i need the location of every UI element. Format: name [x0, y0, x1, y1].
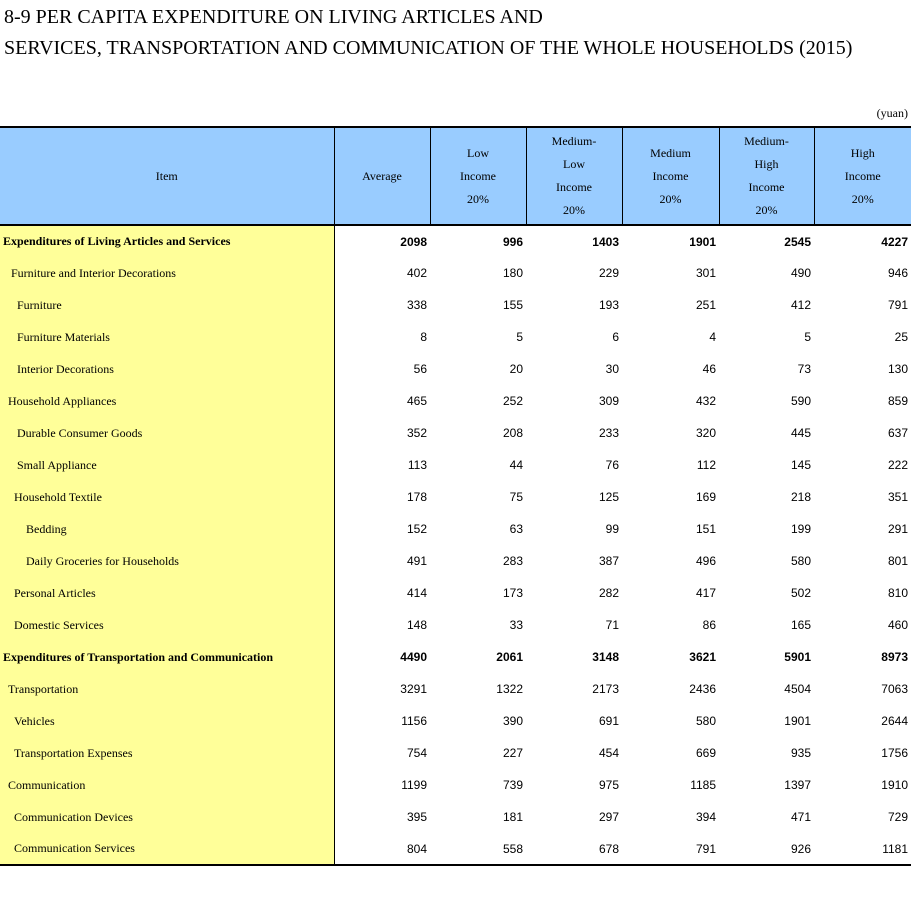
cell-high-income: 946 — [887, 266, 908, 280]
table-row — [0, 289, 911, 321]
cell-high-income: 810 — [887, 586, 908, 600]
cell-medium-low-income: 678 — [526, 833, 622, 865]
cell-low-income: 996 — [502, 234, 523, 249]
table-row — [0, 609, 911, 641]
cell-medium-income: 417 — [695, 586, 716, 600]
cell-low-income: 20 — [509, 362, 523, 376]
row-label: Furniture Materials — [0, 321, 334, 353]
cell-medium-low-income: 193 — [598, 298, 619, 312]
cell-medium-low-income: 229 — [598, 266, 619, 280]
cell-low-income: 173 — [502, 586, 523, 600]
cell-low-income: 2061 — [496, 650, 523, 664]
row-label: Personal Articles — [0, 577, 334, 609]
cell-average: 491 — [406, 554, 427, 568]
cell-average: 338 — [406, 298, 427, 312]
cell-medium-income: 4 — [709, 330, 716, 344]
cell-medium-low-income: 387 — [598, 554, 619, 568]
cell-low-income: 227 — [502, 746, 523, 760]
cell-medium-high-income: 199 — [790, 522, 811, 536]
header-line: 20% — [563, 203, 585, 217]
header-line: Low — [563, 157, 585, 171]
row-label: Household Textile — [0, 481, 334, 513]
row-label: Interior Decorations — [0, 353, 334, 385]
cell-medium-income: 2436 — [689, 682, 716, 696]
row-label: Communication Devices — [0, 801, 334, 833]
cell-low-income: 75 — [509, 490, 523, 504]
cell-medium-high-income: 1901 — [784, 714, 811, 728]
unit-label: (yuan) — [876, 106, 908, 120]
cell-low-income: 155 — [502, 298, 523, 312]
cell-medium-high-income: 935 — [790, 746, 811, 760]
header-line: Income — [652, 168, 689, 183]
cell-high-income: 291 — [887, 522, 908, 536]
cell-high-income: 25 — [894, 330, 908, 344]
cell-medium-low-income: 233 — [598, 426, 619, 440]
table-row — [0, 673, 911, 705]
cell-average: 395 — [406, 810, 427, 824]
cell-medium-high-income: 5 — [804, 330, 811, 344]
table-row — [0, 225, 911, 257]
cell-high-income: 222 — [887, 458, 908, 472]
header-line: Medium- — [744, 134, 789, 148]
cell-medium-high-income: 502 — [790, 586, 811, 600]
cell-high-income: 859 — [887, 394, 908, 408]
cell-high-income: 1910 — [881, 778, 908, 792]
cell-medium-low-income: 282 — [598, 586, 619, 600]
cell-average: 178 — [406, 490, 427, 504]
cell-average: 152 — [406, 522, 427, 536]
cell-high-income: 791 — [887, 298, 908, 312]
cell-medium-low-income: 30 — [605, 362, 619, 376]
cell-high-income: 460 — [887, 618, 908, 632]
cell-low-income: 1322 — [496, 682, 523, 696]
header-line: Income — [748, 180, 785, 194]
row-label: Small Appliance — [0, 449, 334, 481]
cell-average: 3291 — [400, 682, 427, 696]
cell-medium-high-income: 145 — [790, 458, 811, 472]
cell-average: 1156 — [401, 714, 427, 728]
table-row — [0, 769, 911, 801]
row-label: Communication — [0, 769, 334, 801]
row-label: Transportation — [0, 673, 334, 705]
row-label: Furniture and Interior Decorations — [0, 257, 334, 289]
header-line: Low — [467, 145, 489, 160]
cell-average: 2098 — [400, 234, 427, 249]
cell-low-income: 283 — [502, 554, 523, 568]
cell-high-income: 351 — [887, 490, 908, 504]
cell-high-income: 8973 — [881, 650, 908, 664]
cell-medium-income: 1901 — [689, 234, 716, 249]
table-row — [0, 513, 911, 545]
cell-medium-low-income: 99 — [605, 522, 619, 536]
cell-medium-income: 151 — [695, 522, 716, 536]
cell-medium-low-income: 975 — [598, 778, 619, 792]
table-row — [0, 833, 911, 865]
page-title-line-1: 8-9 PER CAPITA EXPENDITURE ON LIVING ARTICLES AND — [4, 6, 543, 28]
cell-average: 754 — [406, 746, 427, 760]
col-header-medium-income — [622, 127, 719, 225]
header-line: 20% — [467, 191, 489, 206]
cell-average: 402 — [406, 266, 427, 280]
row-label: Domestic Services — [0, 609, 334, 641]
cell-high-income: 130 — [887, 362, 908, 376]
cell-average: 1199 — [401, 778, 427, 792]
cell-medium-high-income: 471 — [790, 810, 811, 824]
cell-low-income: 390 — [502, 714, 523, 728]
cell-medium-income: 301 — [695, 266, 716, 280]
table-row — [0, 641, 911, 673]
row-label: Bedding — [0, 513, 334, 545]
header-line: High — [850, 145, 875, 160]
cell-low-income: 252 — [502, 394, 523, 408]
cell-high-income: 801 — [887, 554, 908, 568]
cell-medium-income: 791 — [622, 833, 719, 865]
header-line: 20% — [755, 203, 778, 217]
cell-average: 352 — [406, 426, 427, 440]
cell-medium-high-income: 490 — [790, 266, 811, 280]
cell-medium-high-income: 590 — [790, 394, 811, 408]
table-row — [0, 353, 911, 385]
cell-high-income: 1756 — [881, 746, 908, 760]
header-line: Income — [460, 168, 496, 183]
row-label: Household Appliances — [0, 385, 334, 417]
cell-low-income: 181 — [502, 810, 523, 824]
cell-medium-high-income: 2545 — [784, 234, 811, 249]
cell-medium-income: 394 — [695, 810, 716, 824]
table-row — [0, 257, 911, 289]
cell-medium-income: 169 — [695, 490, 716, 504]
cell-medium-income: 112 — [696, 458, 716, 472]
cell-medium-high-income: 4504 — [784, 682, 811, 696]
cell-average: 56 — [413, 362, 427, 376]
cell-high-income: 7063 — [881, 682, 908, 696]
cell-medium-high-income: 218 — [790, 490, 811, 504]
table-row — [0, 481, 911, 513]
header-line: 20% — [851, 191, 874, 206]
cell-low-income: 63 — [509, 522, 523, 536]
cell-medium-income: 3621 — [689, 650, 716, 664]
cell-medium-income: 251 — [695, 298, 716, 312]
header-line: 20% — [659, 191, 682, 206]
cell-medium-high-income: 73 — [797, 362, 811, 376]
cell-medium-high-income: 1397 — [784, 778, 811, 792]
cell-average: 465 — [406, 394, 427, 408]
cell-medium-income: 580 — [695, 714, 716, 728]
cell-medium-low-income: 691 — [598, 714, 619, 728]
cell-medium-income: 669 — [695, 746, 716, 760]
cell-high-income: 4227 — [881, 234, 908, 249]
cell-low-income: 739 — [502, 778, 523, 792]
header-row — [0, 127, 911, 225]
cell-low-income: 33 — [509, 618, 523, 632]
cell-medium-low-income: 2173 — [592, 682, 619, 696]
col-header-medium-low-income — [526, 127, 622, 225]
row-label: Transportation Expenses — [0, 737, 334, 769]
cell-medium-high-income: 445 — [790, 426, 811, 440]
cell-high-income: 729 — [887, 810, 908, 824]
header-line: Medium — [650, 145, 691, 160]
cell-medium-low-income: 125 — [598, 490, 619, 504]
cell-low-income: 44 — [509, 458, 523, 472]
table-row — [0, 321, 911, 353]
col-header-low-income — [430, 127, 526, 225]
table-row — [0, 737, 911, 769]
table-row — [0, 417, 911, 449]
cell-medium-income: 1185 — [690, 778, 716, 792]
cell-low-income: 5 — [516, 330, 523, 344]
cell-medium-low-income: 71 — [605, 618, 619, 632]
cell-medium-high-income: 926 — [719, 833, 814, 865]
cell-medium-high-income: 165 — [790, 618, 811, 632]
cell-high-income: 2644 — [881, 714, 908, 728]
row-label: Communication Services — [0, 833, 334, 865]
cell-average: 414 — [406, 586, 427, 600]
cell-average: 113 — [407, 458, 427, 472]
table-row — [0, 385, 911, 417]
header-line: Income — [556, 180, 592, 194]
cell-low-income: 180 — [502, 266, 523, 280]
cell-medium-income: 86 — [702, 618, 716, 632]
col-header-medium-high-income — [719, 127, 814, 225]
header-line: High — [754, 157, 779, 171]
header-line: Income — [844, 168, 881, 183]
row-label: Vehicles — [0, 705, 334, 737]
cell-medium-low-income: 3148 — [592, 650, 619, 664]
cell-medium-low-income: 6 — [612, 330, 619, 344]
table-row — [0, 705, 911, 737]
cell-medium-low-income: 297 — [598, 810, 619, 824]
cell-medium-low-income: 454 — [598, 746, 619, 760]
table-row — [0, 801, 911, 833]
cell-medium-high-income: 5901 — [784, 650, 811, 664]
table-row — [0, 577, 911, 609]
table-row — [0, 545, 911, 577]
table-row — [0, 449, 911, 481]
cell-medium-income: 496 — [695, 554, 716, 568]
cell-medium-income: 432 — [695, 394, 716, 408]
cell-average: 148 — [406, 618, 427, 632]
expenditure-table — [0, 126, 911, 866]
cell-medium-income: 46 — [702, 362, 716, 376]
col-header-high-income — [814, 127, 911, 225]
row-label: Durable Consumer Goods — [0, 417, 334, 449]
col-header-item: Item — [0, 127, 334, 225]
cell-medium-low-income: 309 — [598, 394, 619, 408]
cell-average: 8 — [420, 330, 427, 344]
row-label: Expenditures of Transportation and Communication — [0, 641, 334, 673]
cell-high-income: 637 — [887, 426, 908, 440]
cell-average: 804 — [334, 833, 430, 865]
header-line: Medium- — [551, 134, 597, 148]
cell-medium-high-income: 580 — [790, 554, 811, 568]
cell-high-income: 1181 — [814, 833, 911, 865]
row-label: Expenditures of Living Articles and Services — [0, 225, 334, 257]
col-header-average: Average — [334, 127, 430, 225]
cell-medium-low-income: 1403 — [592, 234, 619, 249]
cell-medium-income: 320 — [695, 426, 716, 440]
cell-low-income: 558 — [430, 833, 526, 865]
page-title-line-2: SERVICES, TRANSPORTATION AND COMMUNICATION OF THE WHOLE HOUSEHOLDS (2015) — [4, 37, 853, 59]
cell-average: 4490 — [400, 650, 427, 664]
cell-low-income: 208 — [502, 426, 523, 440]
cell-medium-low-income: 76 — [605, 458, 619, 472]
cell-medium-high-income: 412 — [790, 298, 811, 312]
row-label: Furniture — [0, 289, 334, 321]
row-label: Daily Groceries for Households — [0, 545, 334, 577]
